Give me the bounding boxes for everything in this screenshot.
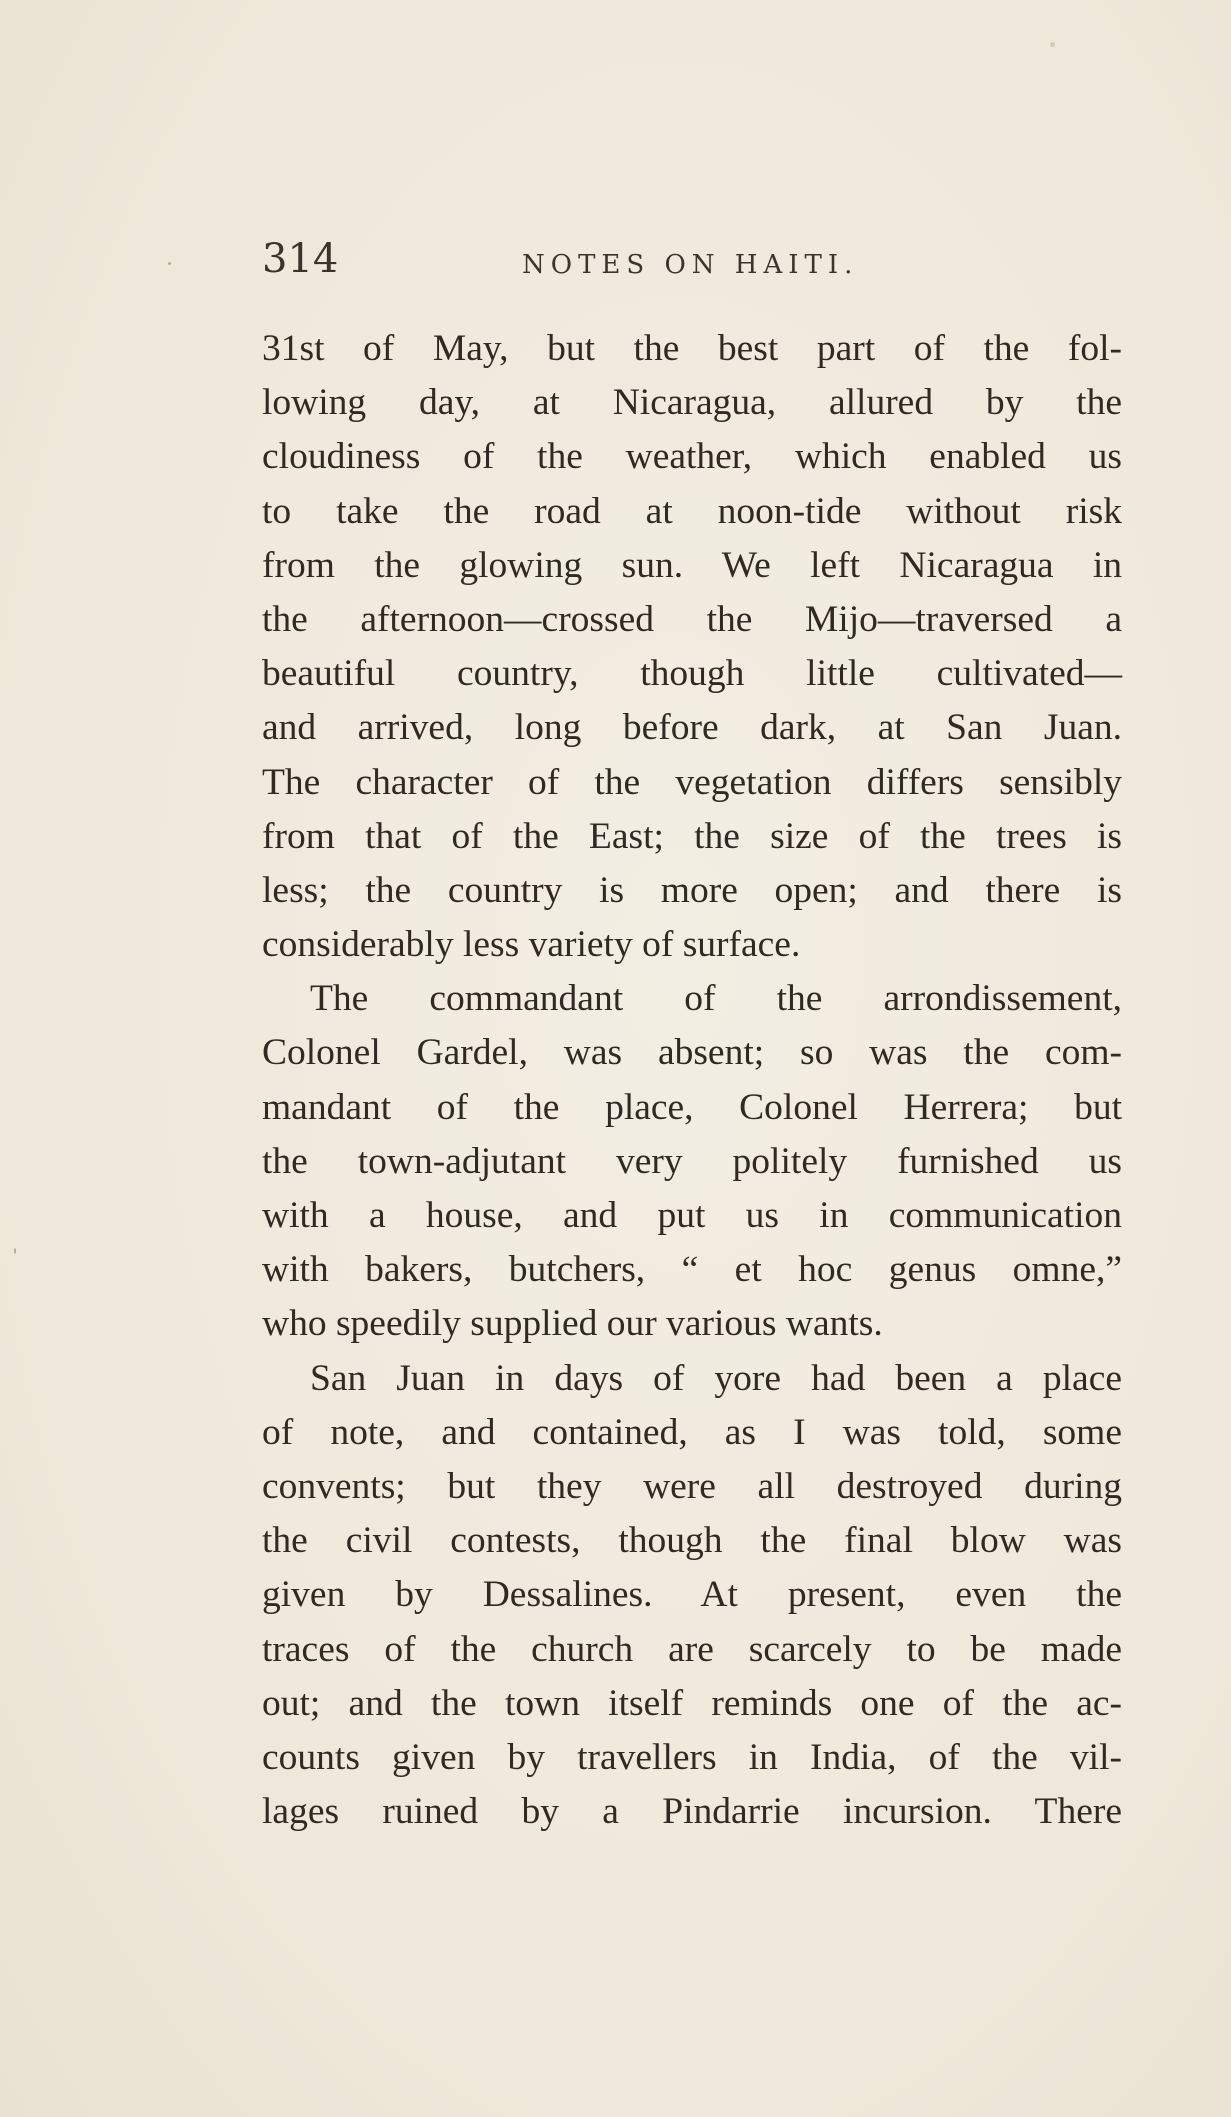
text-line: beautiful country, though little cultivated—	[262, 653, 1122, 695]
text-line: Colonel Gardel, was absent; so was the com-	[262, 1032, 1122, 1074]
paper-speck	[168, 262, 171, 265]
paper-speck	[1050, 42, 1055, 47]
text-line: and arrived, long before dark, at San Juan.	[262, 707, 1122, 749]
running-head: NOTES ON HAITI.	[522, 250, 859, 280]
body-text	[262, 322, 1122, 1839]
text-line: of note, and contained, as I was told, some	[262, 1411, 1122, 1453]
text-line: from the glowing sun. We left Nicaragua in	[262, 544, 1122, 586]
text-line: San Juan in days of yore had been a place	[310, 1357, 1122, 1399]
text-line: The commandant of the arrondissement,	[310, 978, 1122, 1020]
text-line: the civil contests, though the final blow was	[262, 1520, 1122, 1562]
text-line: 31st of May, but the best part of the fol-	[262, 328, 1122, 369]
text-line: traces of the church are scarcely to be made	[262, 1628, 1122, 1670]
text-line: given by Dessalines. At present, even the	[262, 1574, 1122, 1616]
text-line: less; the country is more open; and there is	[262, 869, 1122, 911]
text-line: convents; but they were all destroyed during	[262, 1465, 1122, 1507]
text-line: out; and the town itself reminds one of the ac-	[262, 1682, 1122, 1724]
text-line: counts given by travellers in India, of the vil-	[262, 1736, 1122, 1778]
text-line: who speedily supplied our various wants.	[262, 1303, 883, 1345]
text-line: lages ruined by a Pindarrie incursion. There	[262, 1791, 1122, 1833]
page-header	[262, 232, 1122, 296]
text-line: lowing day, at Nicaragua, allured by the	[262, 382, 1122, 424]
text-line: The character of the vegetation differs sensibly	[262, 761, 1122, 803]
text-line: cloudiness of the weather, which enabled us	[262, 436, 1122, 478]
text-line: with bakers, butchers, “ et hoc genus omne,”	[262, 1249, 1122, 1291]
text-line: mandant of the place, Colonel Herrera; but	[262, 1086, 1122, 1128]
paper-speck	[14, 1248, 16, 1254]
text-line: with a house, and put us in communication	[262, 1195, 1122, 1236]
text-line: from that of the East; the size of the trees is	[262, 815, 1122, 857]
text-line: the afternoon—crossed the Mijo—traversed a	[262, 598, 1122, 640]
text-line: to take the road at noon-tide without risk	[262, 490, 1122, 532]
page-number: 314	[262, 236, 339, 282]
text-line: considerably less variety of surface.	[262, 924, 801, 966]
text-line: the town-adjutant very politely furnished us	[262, 1140, 1122, 1182]
